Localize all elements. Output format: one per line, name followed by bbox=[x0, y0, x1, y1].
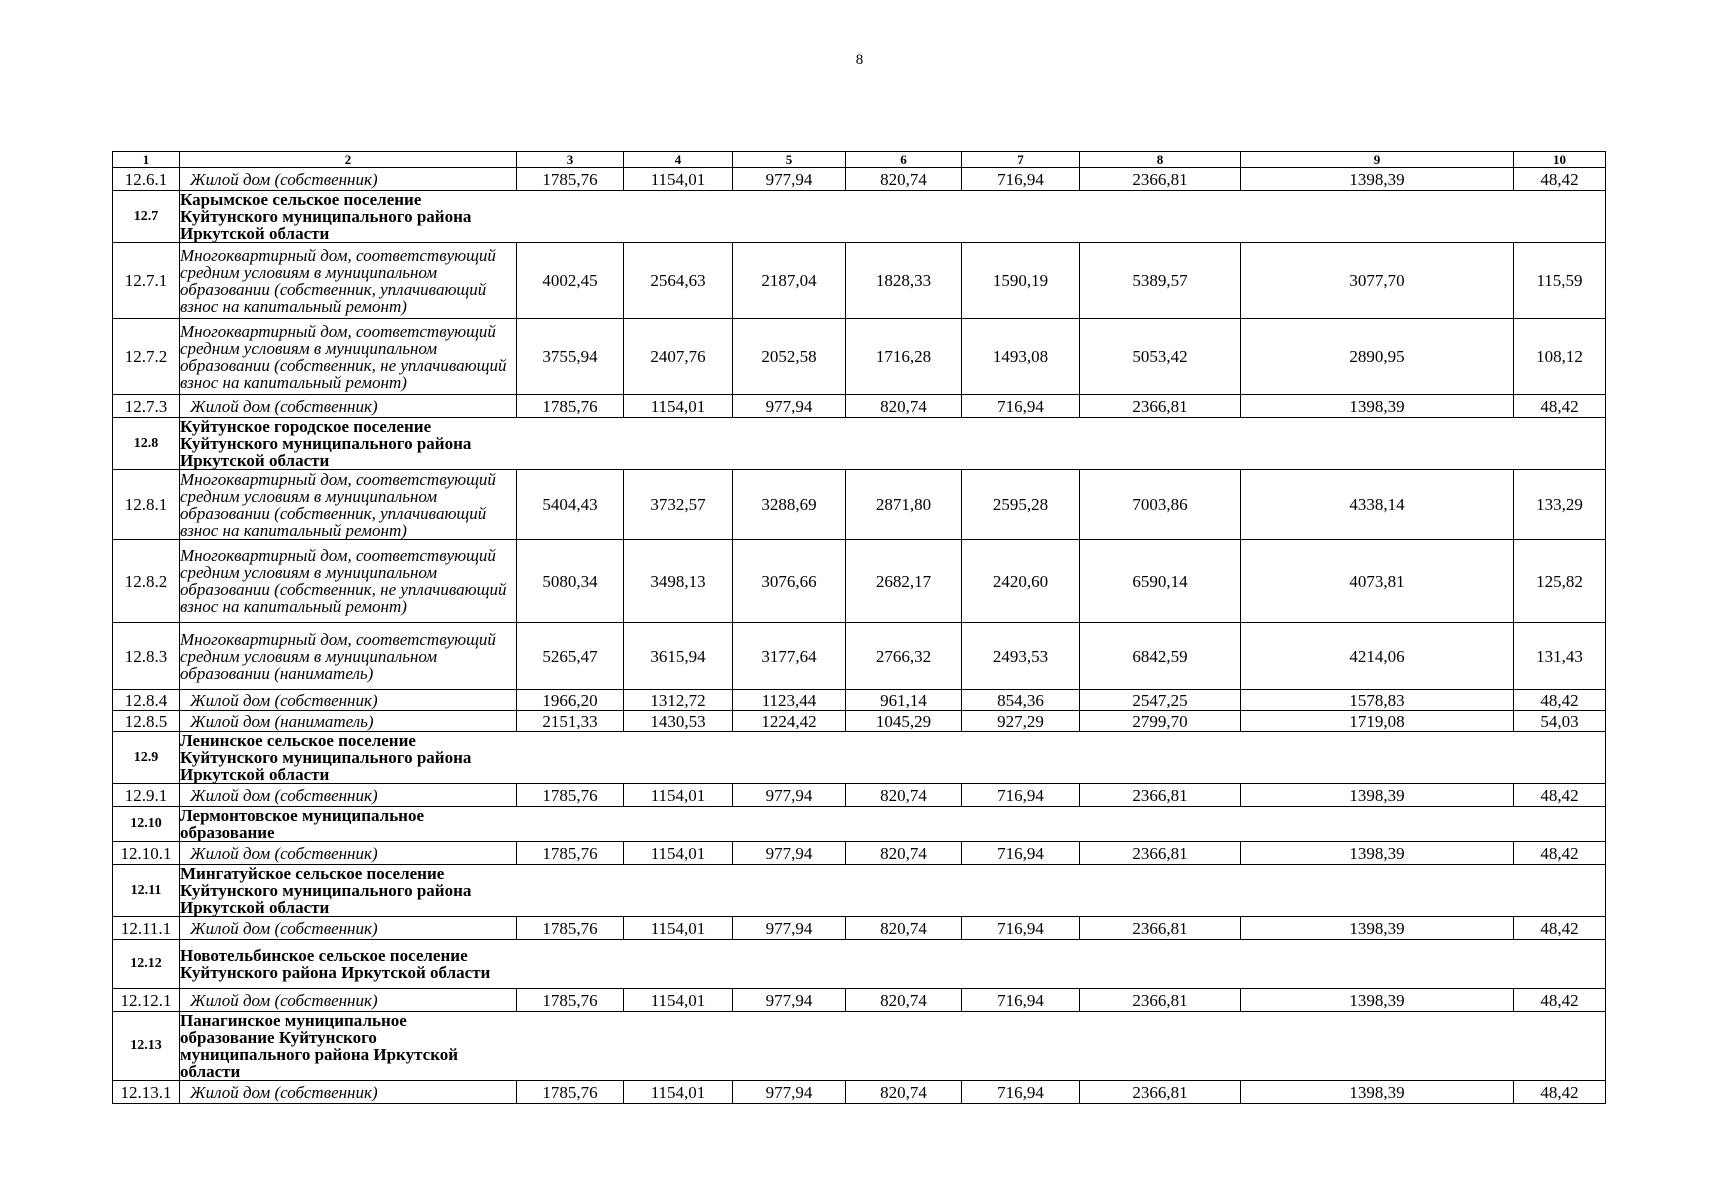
tariff-value: 3177,64 bbox=[733, 623, 846, 690]
tariff-value: 1398,39 bbox=[1241, 784, 1514, 807]
column-header: 6 bbox=[846, 152, 962, 168]
row-number: 12.7.1 bbox=[113, 243, 180, 319]
section-title-text: Ленинское сельское поселение Куйтунского муниципального района Иркутской области bbox=[180, 731, 472, 784]
row-number: 12.12.1 bbox=[113, 989, 180, 1012]
tariff-value: 2493,53 bbox=[962, 623, 1080, 690]
tariff-value: 1578,83 bbox=[1241, 690, 1514, 711]
tariff-value: 1828,33 bbox=[846, 243, 962, 319]
column-header-row bbox=[113, 152, 1606, 168]
row-number: 12.11.1 bbox=[113, 917, 180, 940]
tariff-value: 4002,45 bbox=[517, 243, 624, 319]
row-number: 12.7.3 bbox=[113, 395, 180, 418]
tariff-value: 7003,86 bbox=[1080, 470, 1241, 540]
table-row bbox=[113, 168, 1606, 191]
tariff-value: 820,74 bbox=[846, 1081, 962, 1104]
tariff-value: 1154,01 bbox=[624, 784, 733, 807]
row-number: 12.10.1 bbox=[113, 842, 180, 865]
table-row bbox=[113, 917, 1606, 940]
section-number: 12.7 bbox=[113, 191, 180, 243]
tariff-value: 1154,01 bbox=[624, 168, 733, 191]
table-row bbox=[113, 540, 1606, 623]
tariff-value: 1123,44 bbox=[733, 690, 846, 711]
row-number: 12.8.5 bbox=[113, 711, 180, 732]
tariff-value: 5404,43 bbox=[517, 470, 624, 540]
tariff-value: 1312,72 bbox=[624, 690, 733, 711]
tariff-value: 1398,39 bbox=[1241, 917, 1514, 940]
housing-type: Жилой дом (собственник) bbox=[180, 989, 517, 1012]
tariff-value: 977,94 bbox=[733, 842, 846, 865]
tariff-value: 716,94 bbox=[962, 1081, 1080, 1104]
tariff-value: 2547,25 bbox=[1080, 690, 1241, 711]
housing-type: Жилой дом (собственник) bbox=[180, 395, 517, 418]
column-header: 4 bbox=[624, 152, 733, 168]
tariff-value: 48,42 bbox=[1514, 168, 1606, 191]
tariff-value: 1045,29 bbox=[846, 711, 962, 732]
housing-type: Жилой дом (собственник) bbox=[180, 917, 517, 940]
tariff-value: 5389,57 bbox=[1080, 243, 1241, 319]
tariff-value: 1785,76 bbox=[517, 784, 624, 807]
tariff-value: 1154,01 bbox=[624, 989, 733, 1012]
tariff-value: 716,94 bbox=[962, 395, 1080, 418]
tariff-value: 2595,28 bbox=[962, 470, 1080, 540]
tariff-value: 1398,39 bbox=[1241, 1081, 1514, 1104]
tariff-value: 2366,81 bbox=[1080, 917, 1241, 940]
section-row bbox=[113, 807, 1606, 842]
housing-type: Многоквартирный дом, соответствующий средним условиям в муниципальном образовании (собственник, уплачивающий взнос на капитальный ремонт) bbox=[180, 243, 517, 319]
tariff-value: 1154,01 bbox=[624, 1081, 733, 1104]
row-number: 12.8.2 bbox=[113, 540, 180, 623]
housing-type: Жилой дом (собственник) bbox=[180, 168, 517, 191]
tariff-value: 820,74 bbox=[846, 168, 962, 191]
tariff-value: 716,94 bbox=[962, 168, 1080, 191]
tariff-value: 1398,39 bbox=[1241, 395, 1514, 418]
column-header: 9 bbox=[1241, 152, 1514, 168]
housing-type: Жилой дом (собственник) bbox=[180, 1081, 517, 1104]
tariff-value: 2871,80 bbox=[846, 470, 962, 540]
row-number: 12.8.1 bbox=[113, 470, 180, 540]
tariff-value: 1590,19 bbox=[962, 243, 1080, 319]
tariff-value: 2366,81 bbox=[1080, 1081, 1241, 1104]
tariff-value: 1154,01 bbox=[624, 842, 733, 865]
tariff-value: 1398,39 bbox=[1241, 842, 1514, 865]
section-title bbox=[180, 865, 1606, 917]
tariff-value: 1785,76 bbox=[517, 1081, 624, 1104]
tariff-value: 3076,66 bbox=[733, 540, 846, 623]
tariff-value: 2407,76 bbox=[624, 319, 733, 395]
housing-type: Многоквартирный дом, соответствующий средним условиям в муниципальном образовании (собственник, уплачивающий взнос на капитальный ремонт) bbox=[180, 470, 517, 540]
tariff-value: 2366,81 bbox=[1080, 989, 1241, 1012]
section-title-text: Новотельбинское сельское поселение Куйтунского района Иркутской области bbox=[180, 946, 491, 982]
row-number: 12.8.4 bbox=[113, 690, 180, 711]
tariff-value: 48,42 bbox=[1514, 989, 1606, 1012]
row-number: 12.13.1 bbox=[113, 1081, 180, 1104]
housing-type: Многоквартирный дом, соответствующий средним условиям в муниципальном образовании (собственник, не уплачивающий взнос на капитальный ремонт) bbox=[180, 319, 517, 395]
tariff-value: 2366,81 bbox=[1080, 395, 1241, 418]
table-row bbox=[113, 319, 1606, 395]
tariff-value: 125,82 bbox=[1514, 540, 1606, 623]
section-title-text: Лермонтовское муниципальное образование bbox=[180, 806, 425, 842]
tariff-value: 3498,13 bbox=[624, 540, 733, 623]
tariff-value: 1398,39 bbox=[1241, 168, 1514, 191]
column-header: 10 bbox=[1514, 152, 1606, 168]
section-title bbox=[180, 191, 1606, 243]
section-title-text: Куйтунское городское поселение Куйтунского муниципального района Иркутской области bbox=[180, 417, 472, 470]
column-header: 7 bbox=[962, 152, 1080, 168]
tariff-value: 48,42 bbox=[1514, 1081, 1606, 1104]
tariff-value: 115,59 bbox=[1514, 243, 1606, 319]
tariff-value: 3288,69 bbox=[733, 470, 846, 540]
tariff-value: 48,42 bbox=[1514, 842, 1606, 865]
tariff-value: 1785,76 bbox=[517, 842, 624, 865]
tariff-value: 2682,17 bbox=[846, 540, 962, 623]
tariff-value: 716,94 bbox=[962, 784, 1080, 807]
housing-type: Жилой дом (собственник) bbox=[180, 842, 517, 865]
section-title bbox=[180, 732, 1606, 784]
tariff-value: 1430,53 bbox=[624, 711, 733, 732]
tariff-value: 4073,81 bbox=[1241, 540, 1514, 623]
tariff-value: 3755,94 bbox=[517, 319, 624, 395]
tariff-value: 977,94 bbox=[733, 989, 846, 1012]
tariff-value: 716,94 bbox=[962, 917, 1080, 940]
section-number: 12.10 bbox=[113, 807, 180, 842]
tariff-value: 1154,01 bbox=[624, 917, 733, 940]
tariff-value: 133,29 bbox=[1514, 470, 1606, 540]
section-row bbox=[113, 940, 1606, 989]
tariff-value: 977,94 bbox=[733, 168, 846, 191]
tariff-value: 48,42 bbox=[1514, 395, 1606, 418]
tariff-value: 108,12 bbox=[1514, 319, 1606, 395]
tariff-value: 3615,94 bbox=[624, 623, 733, 690]
tariff-value: 6590,14 bbox=[1080, 540, 1241, 623]
tariff-value: 2799,70 bbox=[1080, 711, 1241, 732]
housing-type: Жилой дом (собственник) bbox=[180, 690, 517, 711]
tariff-value: 48,42 bbox=[1514, 917, 1606, 940]
tariff-value: 4338,14 bbox=[1241, 470, 1514, 540]
tariff-value: 820,74 bbox=[846, 989, 962, 1012]
table-row bbox=[113, 711, 1606, 732]
column-header: 2 bbox=[180, 152, 517, 168]
housing-type: Многоквартирный дом, соответствующий средним условиям в муниципальном образовании (наниматель) bbox=[180, 623, 517, 690]
tariff-value: 820,74 bbox=[846, 784, 962, 807]
table-body bbox=[113, 152, 1606, 1104]
tariff-value: 3732,57 bbox=[624, 470, 733, 540]
column-header: 3 bbox=[517, 152, 624, 168]
tariff-value: 1493,08 bbox=[962, 319, 1080, 395]
section-title bbox=[180, 807, 1606, 842]
tariff-value: 3077,70 bbox=[1241, 243, 1514, 319]
section-title-text: Карымское сельское поселение Куйтунского муниципального района Иркутской области bbox=[180, 190, 472, 243]
tariff-value: 2187,04 bbox=[733, 243, 846, 319]
tariff-value: 1719,08 bbox=[1241, 711, 1514, 732]
section-title bbox=[180, 940, 1606, 989]
tariff-value: 2151,33 bbox=[517, 711, 624, 732]
tariff-value: 1785,76 bbox=[517, 168, 624, 191]
table-row bbox=[113, 395, 1606, 418]
tariff-value: 977,94 bbox=[733, 917, 846, 940]
tariff-value: 2366,81 bbox=[1080, 784, 1241, 807]
section-number: 12.12 bbox=[113, 940, 180, 989]
row-number: 12.9.1 bbox=[113, 784, 180, 807]
tariff-value: 4214,06 bbox=[1241, 623, 1514, 690]
column-header: 8 bbox=[1080, 152, 1241, 168]
housing-type: Жилой дом (собственник) bbox=[180, 784, 517, 807]
table-row bbox=[113, 623, 1606, 690]
tariff-value: 716,94 bbox=[962, 842, 1080, 865]
tariff-value: 1224,42 bbox=[733, 711, 846, 732]
tariff-value: 2766,32 bbox=[846, 623, 962, 690]
section-title-text: Панагинское муниципальное образование Куйтунского муниципального района Иркутской области bbox=[180, 1011, 459, 1081]
column-header: 1 bbox=[113, 152, 180, 168]
tariff-value: 1154,01 bbox=[624, 395, 733, 418]
tariff-value: 2366,81 bbox=[1080, 168, 1241, 191]
section-number: 12.8 bbox=[113, 418, 180, 470]
table-row bbox=[113, 243, 1606, 319]
tariff-value: 1716,28 bbox=[846, 319, 962, 395]
row-number: 12.7.2 bbox=[113, 319, 180, 395]
tariff-value: 5080,34 bbox=[517, 540, 624, 623]
tariff-value: 977,94 bbox=[733, 1081, 846, 1104]
section-row bbox=[113, 732, 1606, 784]
tariff-value: 820,74 bbox=[846, 395, 962, 418]
row-number: 12.8.3 bbox=[113, 623, 180, 690]
column-header: 5 bbox=[733, 152, 846, 168]
section-title bbox=[180, 1012, 1606, 1081]
tariff-value: 2420,60 bbox=[962, 540, 1080, 623]
table-row bbox=[113, 690, 1606, 711]
tariff-value: 2366,81 bbox=[1080, 842, 1241, 865]
table-row bbox=[113, 842, 1606, 865]
tariff-value: 48,42 bbox=[1514, 784, 1606, 807]
tariff-value: 131,43 bbox=[1514, 623, 1606, 690]
table-row bbox=[113, 470, 1606, 540]
housing-type: Многоквартирный дом, соответствующий средним условиям в муниципальном образовании (собственник, не уплачивающий взнос на капитальный ремонт) bbox=[180, 540, 517, 623]
tariff-value: 927,29 bbox=[962, 711, 1080, 732]
tariff-value: 1785,76 bbox=[517, 989, 624, 1012]
tariff-value: 977,94 bbox=[733, 784, 846, 807]
tariff-value: 2564,63 bbox=[624, 243, 733, 319]
tariff-value: 5265,47 bbox=[517, 623, 624, 690]
housing-type: Жилой дом (наниматель) bbox=[180, 711, 517, 732]
page-number: 8 bbox=[855, 52, 864, 68]
table-row bbox=[113, 784, 1606, 807]
tariff-value: 1785,76 bbox=[517, 917, 624, 940]
section-row bbox=[113, 865, 1606, 917]
tariff-value: 820,74 bbox=[846, 917, 962, 940]
section-title-text: Мингатуйское сельское поселение Куйтунского муниципального района Иркутской области bbox=[180, 864, 472, 917]
tariff-value: 977,94 bbox=[733, 395, 846, 418]
row-number: 12.6.1 bbox=[113, 168, 180, 191]
section-number: 12.9 bbox=[113, 732, 180, 784]
tariff-value: 1785,76 bbox=[517, 395, 624, 418]
tariff-value: 48,42 bbox=[1514, 690, 1606, 711]
table-row bbox=[113, 1081, 1606, 1104]
tariff-value: 5053,42 bbox=[1080, 319, 1241, 395]
tariff-value: 2052,58 bbox=[733, 319, 846, 395]
tariff-value: 54,03 bbox=[1514, 711, 1606, 732]
section-row bbox=[113, 191, 1606, 243]
tariff-value: 1398,39 bbox=[1241, 989, 1514, 1012]
tariff-value: 820,74 bbox=[846, 842, 962, 865]
section-title bbox=[180, 418, 1606, 470]
tariff-value: 854,36 bbox=[962, 690, 1080, 711]
tariff-value: 961,14 bbox=[846, 690, 962, 711]
table-row bbox=[113, 989, 1606, 1012]
section-number: 12.11 bbox=[113, 865, 180, 917]
tariff-value: 6842,59 bbox=[1080, 623, 1241, 690]
section-row bbox=[113, 1012, 1606, 1081]
section-number: 12.13 bbox=[113, 1012, 180, 1081]
tariff-value: 716,94 bbox=[962, 989, 1080, 1012]
tariff-table bbox=[112, 151, 1606, 1104]
section-row bbox=[113, 418, 1606, 470]
tariff-value: 2890,95 bbox=[1241, 319, 1514, 395]
tariff-value: 1966,20 bbox=[517, 690, 624, 711]
